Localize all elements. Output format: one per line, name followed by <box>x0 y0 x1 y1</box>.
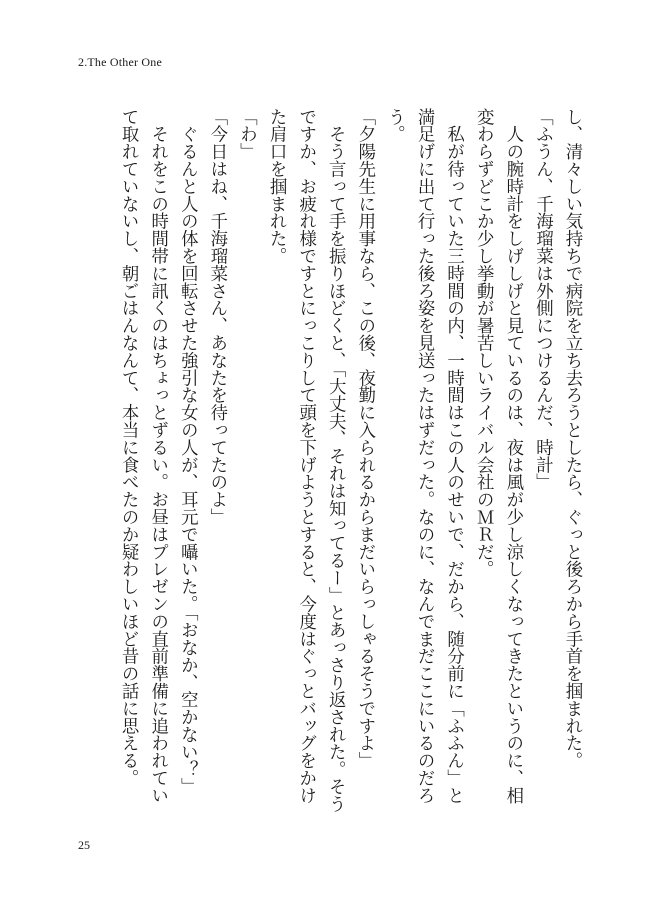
paragraph: し、清々しい気持ちで病院を立ち去ろうとしたら、ぐっと後ろから手首を掴まれた。 <box>562 108 582 770</box>
paragraph: 人の腕時計をしげしげと見ているのは、夜は風が少し涼しくなってきたというのに、相変わらずどこか少し挙動が暑苦しいライバル会社のＭＲだ。 <box>473 108 523 804</box>
paragraph: 「わ」 <box>236 108 257 161</box>
paragraph: 「夕陽先生に用事なら、この後、夜勤に入られるからまだいらっしゃるそうですよ」 <box>354 108 375 770</box>
paragraph: 「ふうん、千海瑠菜は外側につけるんだ、時計」 <box>532 108 553 491</box>
paragraph: ぐるんと人の体を回転させた強引な女の人が、耳元で囁いた。「おなか、空かない？」 <box>177 108 198 796</box>
paragraph: 「今日はね、千海瑠菜さん、あなたを待ってたのよ」 <box>206 108 227 526</box>
body-text <box>66 108 586 818</box>
paragraph: 私が待っていた三時間の内、一時間はこの人のせいで、だから、随分前に「ふふん」と満足げに出て行った後ろ姿を見送ったはずだった。なのに、なんでまだここにいるのだろう。 <box>384 108 464 804</box>
page-number: 25 <box>78 838 90 852</box>
chapter-header: 2.The Other One <box>78 55 162 69</box>
paragraph: それをこの時間帯に訊くのはちょっとずるい。お昼はプレゼンの直前準備に追われていて取れていないし、朝ごはんなんて、本当に食べたのか疑わしいほど昔の話に思える。 <box>118 108 168 804</box>
paragraph: そう言って手を振りほどくと、「大丈夫、それは知ってるー」とあっさり返された。そうですか、お疲れ様ですとにっこりして頭を下げようとすると、今度はぐっとバッグをかけた肩口を掴まれた。 <box>266 108 346 813</box>
